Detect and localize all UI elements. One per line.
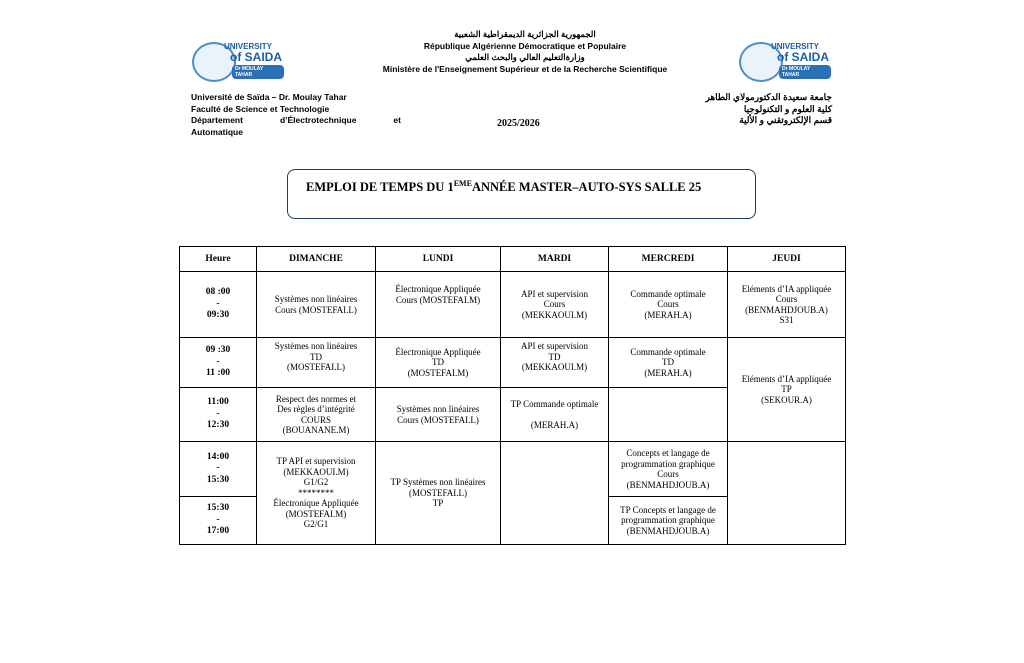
course-cell: Concepts et langage de programmation graphique Cours (BENMAHDJOUB.A) <box>608 441 728 497</box>
title-text: EMPLOI DE TEMPS DU 1 <box>306 180 454 195</box>
course-cell: Commande optimale Cours (MERAH.A) <box>608 271 728 338</box>
empty-cell <box>608 387 728 442</box>
empty-cell <box>727 441 846 545</box>
university-name: Université de Saïda – Dr. Moulay Tahar <box>191 92 347 102</box>
department-line <box>191 115 401 127</box>
time-slot: 09 :30 - 11 :00 <box>179 337 257 388</box>
ar-republic: الجمهورية الجزائرية الديمقراطية الشعبية <box>454 29 596 39</box>
time-slot: 15:30 - 17:00 <box>179 496 257 545</box>
empty-cell <box>500 441 609 545</box>
university-logo-left: UNIVERSITY of SAIDA Dr MOULAY TAHAR <box>192 40 284 84</box>
time-slot: 11:00 - 12:30 <box>179 387 257 442</box>
fr-republic: République Algérienne Démocratique et Populaire <box>423 40 627 51</box>
title-sup: EME <box>453 179 472 188</box>
header-mardi: MARDI <box>500 246 609 272</box>
academic-year: 2025/2026 <box>497 118 540 129</box>
course-cell: Systèmes non linéaires Cours (MOSTEFAI.L) <box>375 387 501 442</box>
fr-ministry: Ministère de l'Enseignement Supérieur et de la Recherche Scientifique <box>382 63 668 74</box>
dept-word: Département <box>191 115 243 125</box>
header-lundi: LUNDI <box>375 246 501 272</box>
course-cell: TP API et supervision (MEKKAOUI.M) G1/G2 ******** Électronique Appliquée (MOSTEFAI.M) G2/G1 <box>256 441 376 545</box>
course-cell: Commande optimale TD (MERAH.A) <box>608 337 728 388</box>
ar-university: جامعة سعيدة الدكتورمولاي الطاهر <box>705 92 832 102</box>
course-cell: API et supervision TD (MEKKAOUI.M) <box>500 337 609 388</box>
course-cell: Électronique Appliquée Cours (MOSTEFAI.M) <box>375 271 501 338</box>
header-heure: Heure <box>179 246 257 272</box>
course-cell: TP Systèmes non linéaires (MOSTEFAI.L) TP <box>375 441 501 545</box>
ar-department: قسم الإلكتروتقني و الألية <box>739 115 832 125</box>
faculty-name: Faculté de Science et Technologie <box>191 103 330 114</box>
dept-word: et <box>393 115 401 125</box>
header-mercredi: MERCREDI <box>608 246 728 272</box>
course-cell: TP Commande optimale (MERAH.A) <box>500 387 609 442</box>
course-cell: Électronique Appliquée TD (MOSTEFAI.M) <box>375 337 501 388</box>
schedule-title <box>287 169 756 219</box>
time-slot: 14:00 - 15:30 <box>179 441 257 497</box>
ar-ministry: وزارةالتعليم العالي والبحث العلمي <box>465 52 585 62</box>
header-jeudi: JEUDI <box>727 246 846 272</box>
course-cell: Eléments d’IA appliquée Cours (BENMAHDJOUB.A) S31 <box>727 271 846 338</box>
university-logo-right: UNIVERSITY of SAIDA Dr MOULAY TAHAR <box>739 40 831 84</box>
course-cell: Systèmes non linéaires TD (MOSTEFAI.L) <box>256 337 376 388</box>
dept-word: d’Électrotechnique <box>279 115 357 125</box>
course-cell: Eléments d’IA appliquée TP (SEKOUR.A) <box>727 337 846 442</box>
course-cell: Respect des normes et Des règles d’intégrité COURS (BOUANANE.M) <box>256 387 376 442</box>
course-cell: TP Concepts et langage de programmation graphique (BENMAHDJOUB.A) <box>608 496 728 545</box>
official-header <box>380 29 670 75</box>
course-cell: API et supervision Cours (MEKKAOUI.M) <box>500 271 609 338</box>
institution-info <box>191 92 401 138</box>
title-text-end: ANNÉE MASTER–AUTO-SYS SALLE 25 <box>471 180 702 195</box>
course-cell: Systèmes non linéaires Cours (MOSTEFAI.L) <box>256 271 376 338</box>
header-dimanche: DIMANCHE <box>256 246 376 272</box>
ar-faculty: كلية العلوم و التكنولوجيا <box>743 103 832 114</box>
time-slot: 08 :00 - 09:30 <box>179 271 257 338</box>
department-name-end: Automatique <box>191 126 243 137</box>
arabic-institution-info <box>640 92 832 127</box>
